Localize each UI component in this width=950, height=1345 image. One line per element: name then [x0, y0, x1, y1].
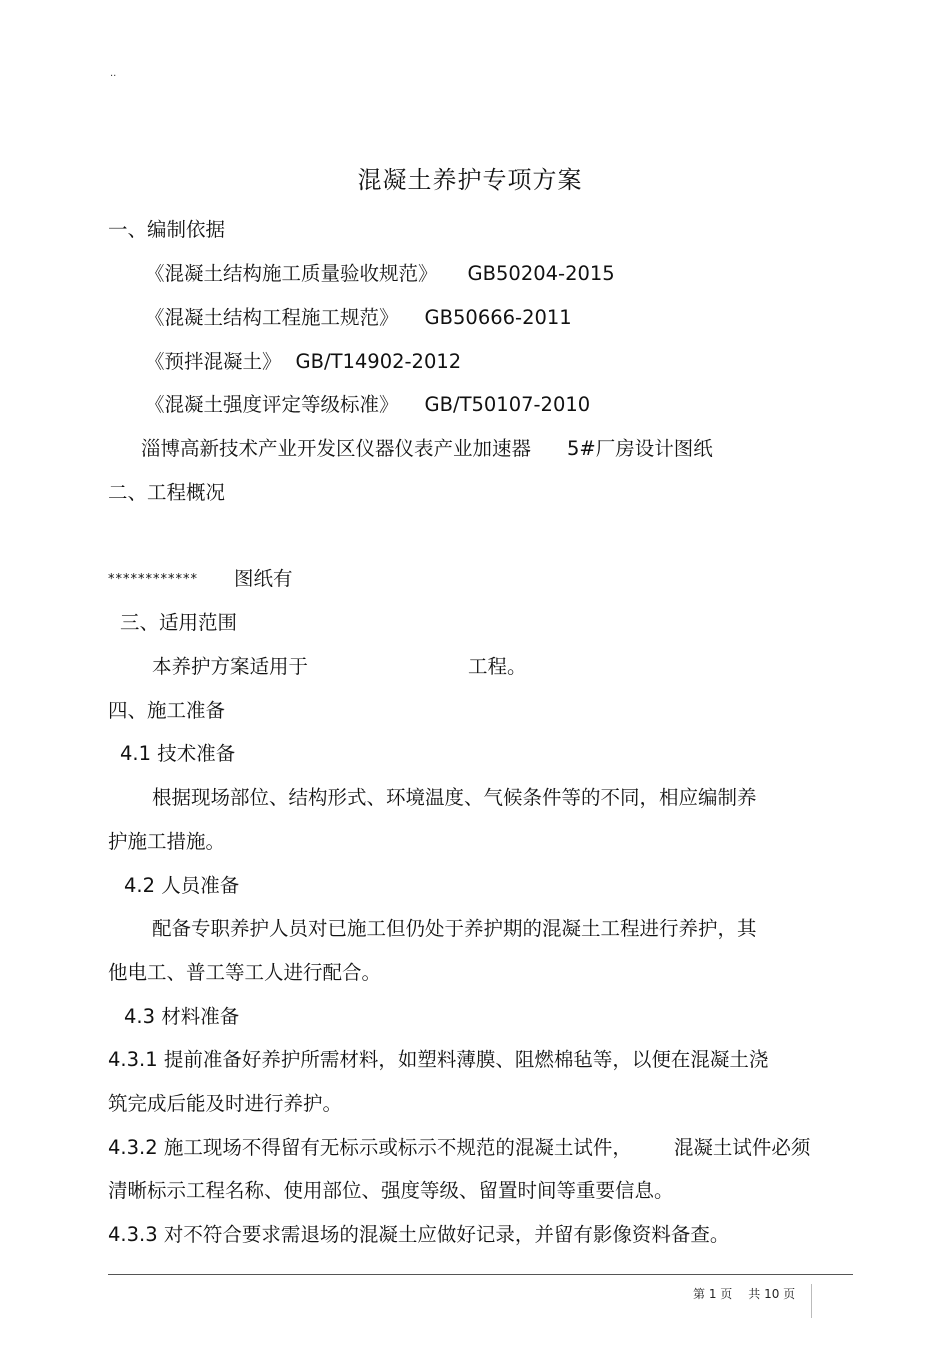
page-footer [693, 1287, 795, 1301]
section-heading-preparation: 四、施工准备 [108, 699, 226, 722]
paragraph-line: 他电工、普工等工人进行配合。 [108, 961, 382, 984]
reference-name: 《混凝土结构工程施工规范》 [145, 306, 399, 329]
footer-divider [108, 1274, 853, 1275]
page-number: 第 1 页 [693, 1287, 733, 1301]
footer-vertical-rule [811, 1284, 812, 1318]
paragraph-line: 4.3.1 提前准备好养护所需材料，如塑料薄膜、阻燃棉毡等，以便在混凝土浇 [108, 1048, 769, 1071]
paragraph-line: 筑完成后能及时进行养护。 [108, 1092, 343, 1115]
scope-text-a: 本养护方案适用于 [152, 655, 309, 678]
overview-line [108, 567, 293, 592]
reference-item [145, 393, 590, 417]
section-heading-scope: 三、适用范围 [120, 611, 238, 634]
paragraph-text: 混凝土试件必须 [673, 1136, 811, 1159]
reference-item [145, 306, 572, 330]
placeholder-stars: ************ [108, 572, 198, 587]
reference-code: GB/T14902-2012 [295, 350, 462, 373]
paragraph-line: 4.3.3 对不符合要求需退场的混凝土应做好记录，并留有影像资料备查。 [108, 1223, 730, 1246]
paragraph-text: 4.3.2 施工现场不得留有无标示或标示不规范的混凝土试件， [108, 1136, 632, 1159]
paragraph-line [108, 1136, 810, 1160]
reference-name: 淄博高新技术产业开发区仪器仪表产业加速器 [141, 437, 532, 460]
reference-code: GB50666-2011 [424, 306, 572, 329]
reference-item [141, 437, 713, 461]
reference-code: GB50204-2015 [467, 262, 615, 285]
scope-line [152, 655, 527, 679]
reference-item [145, 262, 615, 286]
reference-name: 《预拌混凝土》 [145, 350, 282, 373]
paragraph-line: 根据现场部位、结构形式、环境温度、气候条件等的不同，相应编制养 [152, 786, 757, 809]
overview-text: 图纸有 [234, 567, 293, 590]
reference-name: 《混凝土强度评定等级标准》 [145, 393, 399, 416]
paragraph-line: 护施工措施。 [108, 830, 226, 853]
header-mark: .. [110, 68, 117, 79]
reference-item [145, 350, 461, 374]
paragraph-line: 配备专职养护人员对已施工但仍处于养护期的混凝土工程进行养护，其 [152, 917, 757, 940]
subsection-heading-technical: 4.1 技术准备 [120, 742, 236, 765]
reference-code: 5#厂房设计图纸 [567, 437, 713, 460]
subsection-heading-materials: 4.3 材料准备 [124, 1005, 240, 1028]
document-title: 混凝土养护专项方案 [357, 166, 583, 194]
reference-name: 《混凝土结构施工质量验收规范》 [145, 262, 438, 285]
reference-code: GB/T50107-2010 [424, 393, 591, 416]
paragraph-line: 清晰标示工程名称、使用部位、强度等级、留置时间等重要信息。 [108, 1179, 674, 1202]
subsection-heading-personnel: 4.2 人员准备 [124, 874, 240, 897]
section-heading-overview: 二、工程概况 [108, 481, 226, 504]
page-total: 共 10 页 [748, 1287, 796, 1301]
section-heading-basis: 一、编制依据 [108, 218, 226, 241]
scope-text-b: 工程。 [468, 655, 527, 678]
